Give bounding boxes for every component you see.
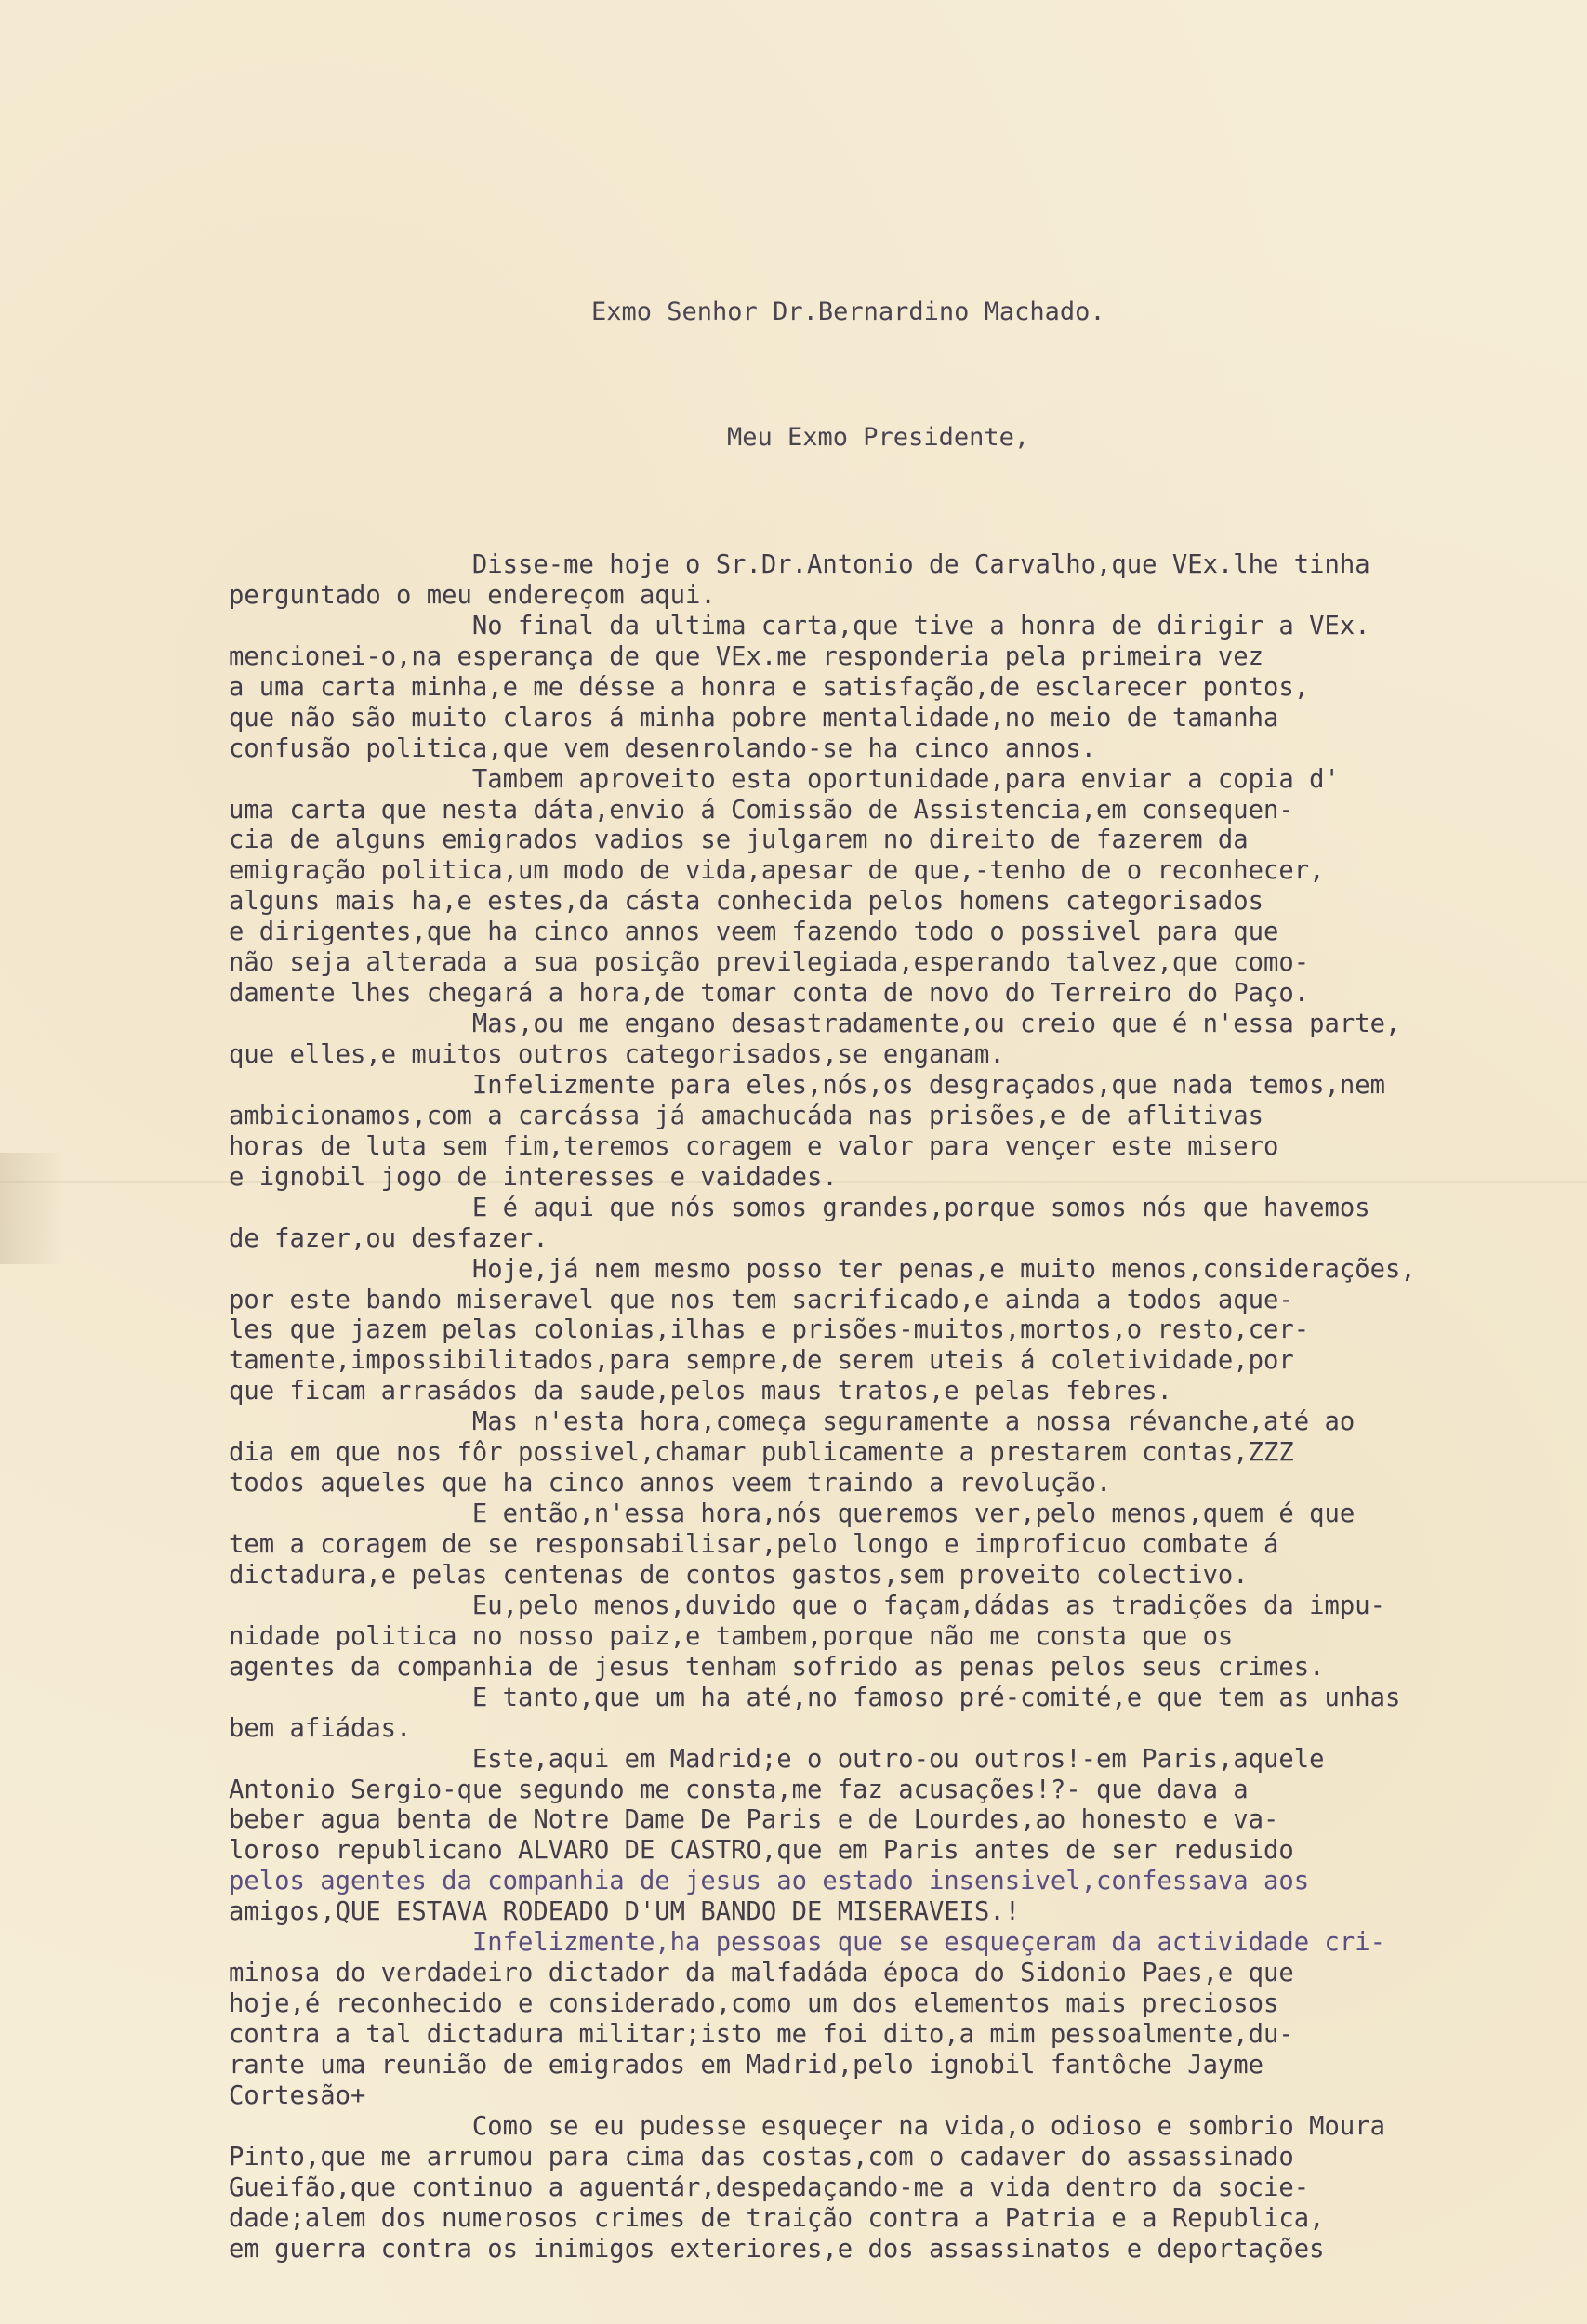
letter-line: confusão politica,que vem desenrolando-se ha cinco annos.: [229, 733, 1096, 763]
letter-line: No final da ultima carta,que tive a honra de dirigir a VEx.: [229, 611, 1370, 640]
letter-line: de fazer,ou desfazer.: [229, 1223, 549, 1253]
letter-line: rante uma reunião de emigrados em Madrid,pelo ignobil fantôche Jayme: [229, 2050, 1264, 2080]
letter-line: hoje,é reconhecido e considerado,como um dos elementos mais preciosos: [229, 1989, 1279, 2019]
letter-line: E é aqui que nós somos grandes,porque somos nós que havemos: [229, 1193, 1370, 1222]
letter-line: e ignobil jogo de interesses e vaidades.: [229, 1162, 838, 1192]
letter-line: alguns mais ha,e estes,da cásta conhecida pelos homens categorisados: [229, 887, 1264, 917]
addressee-line: Exmo Senhor Dr.Bernardino Machado.: [591, 297, 1105, 326]
letter-line: Cortesão+: [229, 2080, 366, 2110]
letter-line: em guerra contra os inimigos exteriores,e dos assassinatos e deportações: [229, 2234, 1325, 2264]
letter-line: Este,aqui em Madrid;e o outro-ou outros!-em Paris,aquele: [229, 1744, 1325, 1774]
letter-line: não seja alterada a sua posição previlegiada,esperando talvez,que como-: [229, 948, 1310, 978]
letter-line: Mas n'esta hora,começa seguramente a nossa révanche,até ao: [229, 1407, 1356, 1437]
letter-line: E tanto,que um ha até,no famoso pré-comité,e que tem as unhas: [229, 1683, 1401, 1712]
letter-line: emigração politica,um modo de vida,apesar de que,-tenho de o reconhecer,: [229, 856, 1325, 886]
letter-line: ambicionamos,com a carcássa já amachucáda nas prisões,e de aflitivas: [229, 1101, 1264, 1130]
letter-line: cia de alguns emigrados vadios se julgarem no direito de fazerem da: [229, 825, 1249, 855]
letter-line: pelos agentes da companhia de jesus ao estado insensivel,confessava aos: [229, 1867, 1310, 1896]
letter-line: que elles,e muitos outros categorisados,se enganam.: [229, 1040, 1005, 1069]
letter-line: dictadura,e pelas centenas de contos gastos,sem proveito colectivo.: [229, 1560, 1249, 1590]
letter-line: tem a coragem de se responsabilisar,pelo longo e improficuo combate á: [229, 1530, 1279, 1559]
letter-line: a uma carta minha,e me désse a honra e satisfação,de esclarecer pontos,: [229, 672, 1310, 702]
letter-line: Hoje,já nem mesmo posso ter penas,e muito menos,considerações,: [229, 1254, 1416, 1284]
letter-body: [229, 550, 1567, 2265]
letter-line: damente lhes chegará a hora,de tomar conta de novo do Terreiro do Paço.: [229, 979, 1310, 1009]
letter-line: tamente,impossibilitados,para sempre,de serem uteis á coletividade,por: [229, 1346, 1294, 1376]
letter-line: Eu,pelo menos,duvido que o façam,dádas as tradições da impu-: [229, 1591, 1385, 1620]
letter-line: Pinto,que me arrumou para cima das costas,com o cadaver do assassinado: [229, 2142, 1294, 2172]
letter-line: horas de luta sem fim,teremos coragem e valor para vençer este misero: [229, 1131, 1279, 1161]
letter-line: Infelizmente,ha pessoas que se esqueçeram da actividade cri-: [229, 1928, 1385, 1958]
letter-line: dade;alem dos numerosos crimes de traição contra a Patria e a Republica,: [229, 2203, 1325, 2233]
letter-line: bem afiádas.: [229, 1713, 412, 1743]
letter-line: Mas,ou me engano desastradamente,ou creio que é n'essa parte,: [229, 1010, 1401, 1039]
letter-line: perguntado o meu endereçom aqui.: [229, 580, 716, 610]
letter-line: loroso republicano ALVARO DE CASTRO,que em Paris antes de ser redusido: [229, 1836, 1294, 1866]
letter-line: E então,n'essa hora,nós queremos ver,pelo menos,quem é que: [229, 1499, 1356, 1529]
letter-line: dia em que nos fôr possivel,chamar publicamente a prestarem contas,ZZZ: [229, 1438, 1294, 1468]
letter-line: Tambem aproveito esta oportunidade,para enviar a copia d': [229, 764, 1340, 794]
letter-line: beber agua benta de Notre Dame De Paris e de Lourdes,ao honesto e va-: [229, 1805, 1279, 1835]
letter-line: e dirigentes,que ha cinco annos veem fazendo todo o possivel para que: [229, 918, 1279, 947]
letter-line: Gueifão,que continuo a aguentár,despedaçando-me a vida dentro da socie-: [229, 2172, 1310, 2202]
letter-line: contra a tal dictadura militar;isto me foi dito,a mim pessoalmente,du-: [229, 2020, 1294, 2049]
paper-fold-mark: [0, 1153, 65, 1264]
letter-line: todos aqueles que ha cinco annos veem traindo a revolução.: [229, 1469, 1112, 1499]
letter-line: minosa do verdadeiro dictador da malfadáda época do Sidonio Paes,e que: [229, 1959, 1294, 1988]
greeting-line: Meu Exmo Presidente,: [727, 423, 1030, 452]
letter-line: Antonio Sergio-que segundo me consta,me faz acusações!?- que dava a: [229, 1775, 1249, 1804]
letter-line: amigos,QUE ESTAVA RODEADO D'UM BANDO DE MISERAVEIS.!: [229, 1897, 1021, 1927]
letter-line: Infelizmente para eles,nós,os desgraçados,que nada temos,nem: [229, 1070, 1385, 1100]
letter-line: Como se eu pudesse esqueçer na vida,o odioso e sombrio Moura: [229, 2111, 1385, 2141]
letter-line: mencionei-o,na esperança de que VEx.me responderia pela primeira vez: [229, 641, 1264, 671]
letter-line: agentes da companhia de jesus tenham sofrido as penas pelos seus crimes.: [229, 1652, 1325, 1682]
letter-line: que não são muito claros á minha pobre mentalidade,no meio de tamanha: [229, 703, 1279, 733]
letter-line: que ficam arrasádos da saude,pelos maus tratos,e pelas febres.: [229, 1377, 1172, 1406]
letter-line: Disse-me hoje o Sr.Dr.Antonio de Carvalho,que VEx.lhe tinha: [229, 550, 1370, 579]
letter-line: por este bando miseravel que nos tem sacrificado,e ainda a todos aque-: [229, 1285, 1294, 1314]
letter-line: nidade politica no nosso paiz,e tambem,porque não me consta que os: [229, 1621, 1234, 1651]
letter-line: uma carta que nesta dáta,envio á Comissão de Assistencia,em consequen-: [229, 795, 1294, 825]
letter-line: les que jazem pelas colonias,ilhas e prisões-muitos,mortos,o resto,cer-: [229, 1315, 1310, 1345]
